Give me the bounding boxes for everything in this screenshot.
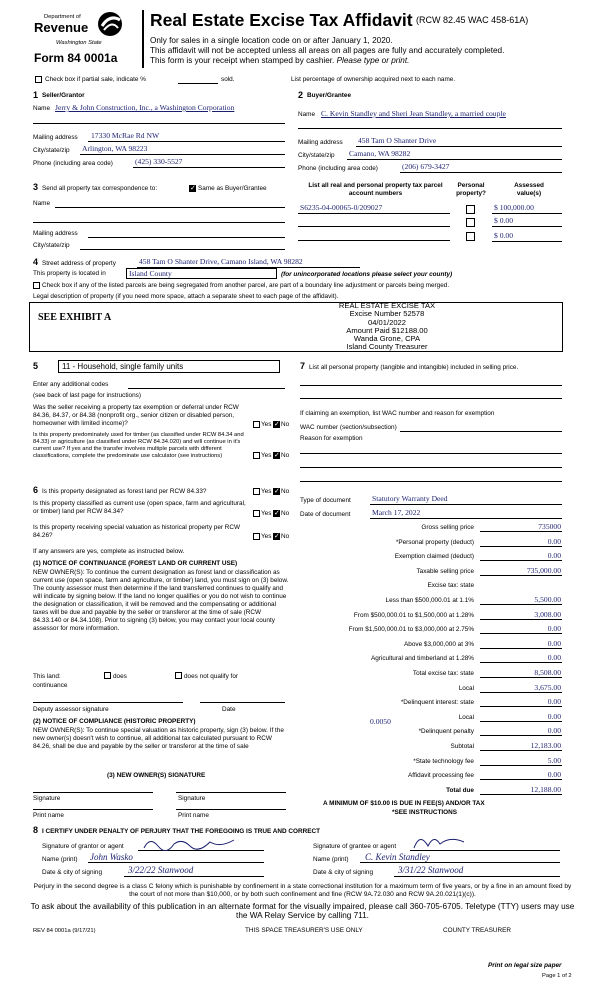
stamp-line: Excise Number 52578 (349, 309, 425, 319)
local-rate[interactable]: 0.0050 (370, 717, 391, 726)
legal-size-note: Print on legal size paper (488, 962, 562, 969)
section-1-number: 1 (33, 90, 39, 100)
land-use-code: 11 - Household, single family units (62, 362, 184, 371)
owner-print-label-1: Print name (33, 812, 64, 819)
tax-row-value[interactable]: 0.00 (547, 653, 561, 663)
legal-desc-label: Legal description of property (if you need more space, attach a separate sheet to each page of the affidavit). (33, 293, 339, 300)
tax-row-value[interactable]: 735000 (538, 522, 561, 531)
land-use-code-select[interactable] (58, 360, 280, 373)
stamp-line: REAL ESTATE EXCISE TAX (338, 301, 436, 310)
located-label: This property is located in (33, 270, 106, 277)
tax-row-line (480, 531, 562, 532)
tax-row-value[interactable]: 8,508.00 (534, 668, 561, 677)
seller-name-label: Name (33, 105, 51, 112)
forest-yes-label: Yes (261, 488, 272, 495)
tax-row-value[interactable]: 12,183.00 (530, 741, 561, 750)
tax-row-value[interactable]: 0.00 (547, 536, 561, 546)
grantor-sig-label: Signature of grantor or agent (42, 843, 124, 850)
buyer-name[interactable]: C. Kevin Standley and Sheri Jean Standley, a married couple (321, 109, 506, 118)
revenue-swirl-icon (94, 10, 126, 38)
minimum-due-note: A MINIMUM OF $10.00 IS DUE IN FEE(S) AND/OR TAX (323, 800, 485, 807)
this-land-label: This land: (33, 673, 61, 680)
page-number: Page 1 of 2 (542, 973, 572, 979)
tax-row-line (480, 604, 562, 605)
tax-row-line (480, 662, 562, 663)
section-7-number: 7 (300, 361, 306, 371)
q2-yes-label: Yes (261, 452, 272, 459)
does-label: does (113, 673, 127, 680)
revision-label: REV 84 0001a (9/17/21) (33, 928, 96, 934)
tax-row-label: Above $3,000,000 at 3% (404, 640, 474, 648)
wac-label: WAC number (section/subsection) (300, 424, 397, 431)
section-6-number: 6 (33, 485, 39, 495)
tax-row-label: Less than $500,000.01 at 1.1% (385, 597, 474, 604)
tax-row-label: *Personal property (deduct) (395, 538, 474, 546)
tax-row-line (480, 750, 562, 751)
current-use-no-label: No (281, 510, 290, 517)
seller-heading: Seller/Grantor (42, 92, 85, 99)
forest-no-label: No (281, 488, 290, 495)
forest-no-checkbox[interactable]: ✓ (274, 488, 280, 495)
doc-date[interactable]: March 17, 2022 (372, 508, 421, 517)
does-not-label: does not qualify for (184, 673, 238, 680)
current-use-yes-label: Yes (261, 510, 272, 517)
tax-row-label: Local (458, 684, 474, 692)
current-use-yes-checkbox[interactable] (253, 510, 260, 517)
page-title: Real Estate Excise Tax Affidavit (150, 10, 413, 30)
historic-no-checkbox[interactable]: ✓ (274, 533, 280, 540)
current-use-question: Is this property classified as current use (open space, farm and agricultural, or timber) land per RCW 84.34? (33, 500, 246, 515)
grantor-signature (140, 834, 240, 852)
notice-compliance-text: NEW OWNER(S): To continue special valuation as historic property, sign (3) below. If the new owner(s) doesn't wish to continue, all additional tax calculated pursuant to RCW 84.26, shall be due and payable by the seller or transferor at the time of sale (33, 727, 284, 750)
tax-row-line (480, 735, 562, 736)
tax-row-line (480, 546, 562, 547)
owner-sig-label-2: Signature (178, 795, 206, 802)
tax-row-label: From $500,000.01 to $1,500,000 at 1.28% (353, 611, 474, 619)
tax-row-line (480, 575, 562, 576)
owner-print-label-2: Print name (178, 812, 209, 819)
tax-row-label: Exemption claimed (deduct) (394, 553, 474, 561)
tax-row-value[interactable]: 0.00 (547, 770, 561, 780)
tax-row-value[interactable]: 0.00 (547, 624, 561, 634)
tax-row-label: Local (458, 713, 474, 721)
tax-row-value[interactable]: 735,000.00 (526, 565, 561, 575)
q1-yes-label: Yes (261, 421, 272, 428)
corr-city-label: City/state/zip (33, 242, 70, 249)
tax-row-line (480, 779, 562, 780)
grantor-date-label: Date & city of signing (42, 869, 103, 876)
tax-row-label: Total due (446, 786, 474, 794)
street-address-label: Street address of property (42, 260, 116, 267)
county-value: Island County (129, 269, 172, 278)
tax-row-line (480, 721, 562, 722)
current-use-no-checkbox[interactable]: ✓ (274, 510, 280, 517)
grantor-date-city[interactable]: 3/22/22 Stanwood (128, 865, 194, 875)
historic-no-label: No (281, 533, 290, 540)
county-select[interactable] (126, 268, 277, 279)
tax-row-line (480, 560, 562, 561)
stamp-line: 04/01/2022 (367, 317, 406, 327)
grantee-sig-label: Signature of grantee or agent (313, 843, 397, 850)
new-owner-sig-title: (3) NEW OWNER(S) SIGNATURE (107, 772, 206, 779)
treasurer-stamp (328, 302, 446, 352)
buyer-city-label: City/state/zip (298, 152, 335, 159)
tax-row-value[interactable]: 3,675.00 (534, 682, 561, 692)
historic-yes-label: Yes (261, 533, 272, 540)
tax-row-line (480, 633, 562, 634)
forest-land-question: Is this property designated as forest land per RCW 84.33? (42, 488, 207, 495)
grantee-name[interactable]: C. Kevin Standley (365, 852, 430, 862)
see-back-note: (see back of last page for instructions) (33, 392, 141, 399)
grantee-signature (410, 830, 470, 852)
county-note: (for unincorporated locations please select your county) (281, 271, 453, 278)
tax-row-line (480, 692, 562, 693)
seller-name[interactable]: Jerry & John Construction, Inc., a Washington Corporation (55, 103, 235, 112)
buyer-phone[interactable]: (206) 679-3427 (402, 162, 450, 171)
certify-statement: I CERTIFY UNDER PENALTY OF PERJURY THAT THE FOREGOING IS TRUE AND CORRECT (42, 828, 321, 835)
seller-address[interactable]: 17330 McRae Rd NW (91, 131, 160, 140)
exemption-label: If claiming an exemption, list WAC number and reason for exemption (300, 410, 495, 417)
personal-col-header: Personal property? (456, 182, 486, 197)
seller-city[interactable]: Arlington, WA 98223 (82, 144, 148, 153)
corr-addr-label: Mailing address (33, 230, 78, 237)
personal-checkbox-2[interactable] (466, 218, 475, 227)
segregation-label: Check box if any of the listed parcels are being segregated from another parcel, are part of a boundary line adjustment or parcels being merged. (42, 282, 450, 289)
legal-description-box[interactable] (29, 302, 563, 352)
q2-no-label: No (281, 452, 290, 459)
notice-continuance-text: NEW OWNER(S): To continue the current designation as forest land or classification as current use (open space, farm and agriculture, or timber) land, you must sign on (3) below. The county assessor must then determine if the land transferred continues to qualify and will indicate by signing below. If the land no longer qualifies or you do not wish to continue the designation or classification, it will be removed and the compensating or additional taxes will be due and payable by the seller or transferor at the time of sale (RCW 84.33.140 or 84.34.108). Prior to signing (3) below, you may contact your local county assessor for more information. (33, 569, 289, 632)
historic-yes-checkbox[interactable] (253, 533, 260, 540)
doc-type-label: Type of document (300, 497, 351, 504)
q2-no-checkbox[interactable]: ✓ (274, 452, 280, 459)
grantor-name-label: Name (print) (42, 856, 78, 863)
seller-phone-label: Phone (including area code) (33, 160, 113, 167)
tax-row-label: Excise tax: state (427, 582, 474, 590)
tax-row-value[interactable]: 0.00 (547, 551, 561, 561)
notice-continuance-title: (1) NOTICE OF CONTINUANCE (FOREST LAND OR CURRENT USE) (33, 560, 238, 567)
does-not-checkbox[interactable] (175, 672, 182, 679)
tax-row-label: Affidavit processing fee (408, 772, 474, 780)
section-2-number: 2 (298, 90, 304, 100)
stamp-line: Wanda Grone, CPA (353, 334, 421, 344)
continuance-label: continuance (33, 682, 68, 689)
tax-row-label: *Delinquent penalty (418, 728, 474, 736)
rcw-ref: (RCW 82.45 WAC 458-61A) (416, 15, 529, 25)
same-as-buyer-label: Same as Buyer/Grantee (198, 185, 267, 192)
assessed-2[interactable]: $ 0.00 (494, 216, 513, 225)
tax-row-line (480, 619, 562, 620)
assessed-1[interactable]: $ 100,000.00 (494, 203, 534, 212)
tax-row-label: Agricultural and timberland at 1.28% (370, 655, 474, 663)
seller-phone[interactable]: (425) 330-5527 (135, 157, 183, 166)
parcel-col-header: List all real and personal property tax parcel account numbers (308, 182, 443, 197)
same-as-buyer-checkbox[interactable]: ✓ (190, 185, 196, 192)
stamp-line: Island County Treasurer (346, 342, 428, 352)
does-checkbox[interactable] (104, 672, 111, 679)
street-address[interactable]: 458 Tam O Shanter Drive, Camano Island, WA 98282 (139, 257, 303, 266)
buyer-heading: Buyer/Grantee (307, 92, 352, 99)
deputy-sig-label: Deputy assessor signature (33, 706, 109, 713)
tax-row-value[interactable]: 0.00 (547, 638, 561, 648)
tax-row-value[interactable]: 0.00 (547, 697, 561, 707)
ownership-note: List percentage of ownership acquired next to each name. (291, 76, 456, 83)
county-treasurer-label: COUNTY TREASURER (443, 927, 511, 934)
forest-yes-checkbox[interactable] (253, 488, 260, 495)
form-number: Form 84 0001a (34, 51, 118, 65)
tax-row-line (480, 765, 562, 766)
assessed-col-header: Assessed value(s) (514, 182, 544, 197)
exemption-question: Was the seller receiving a property tax exemption or deferral under RCW 84.36, 84.37, or 84.38 (nonprofit org., senior citizen or disabled person, homeowner with limited income)? (33, 404, 239, 427)
section-4-number: 4 (33, 257, 39, 267)
correspondence-label: Send all property tax correspondence to: (42, 185, 158, 192)
grantee-name-label: Name (print) (313, 856, 349, 863)
grantee-date-city[interactable]: 3/31/22 Stanwood (398, 865, 464, 875)
q1-no-label: No (281, 421, 290, 428)
section-8-number: 8 (33, 825, 39, 835)
timber-question: Is this property predominately used for timber (as classified under RCW 84.34 and 84.33) or agriculture (as classified under RCW 84.34.020) and will continue in it's current use? If yes and the transfer involves multiple parcels with different classifications, complete the predominate use calculator (see instructions) (33, 432, 244, 459)
tax-row-value[interactable]: 0.00 (547, 726, 561, 736)
tax-row-label: From $1,500,000.01 to $3,000,000 at 2.75% (348, 626, 474, 634)
perjury-notice: Perjury in the second degree is a class C felony which is punishable by confinement in a state correctional institution for a maximum term of five years, or by a fine in an amount fixed by the court of not more than $10,000, or by both such confinement and fine (RCW 9A.72.030 and RCW 9A.20.021(1)(c)). (33, 883, 572, 898)
assessed-3[interactable]: $ 0.00 (494, 231, 513, 240)
tax-row-label: Taxable selling price (416, 567, 474, 575)
section-5-number: 5 (33, 361, 39, 371)
alt-format-notice: To ask about the availability of this publication in an alternate format for the visually impaired, please call 360-705-6705. Teletype (TTY) users may use the WA Relay Service by calling 711. (30, 902, 575, 920)
deputy-date-label: Date (222, 706, 236, 713)
buyer-address[interactable]: 458 Tam O Shanter Drive (358, 136, 437, 145)
notice-compliance-title: (2) NOTICE OF COMPLIANCE (HISTORIC PROPERTY) (33, 718, 196, 725)
treasurer-use-label: THIS SPACE TREASURER'S USE ONLY (245, 927, 363, 934)
q2-yes-checkbox[interactable] (253, 452, 260, 459)
tax-row-line (480, 648, 562, 649)
note-3: This form is your receipt when stamped by cashier. Please type or print. (150, 56, 410, 65)
personal-property-label: List all personal property (tangible and intangible) included in selling price. (309, 364, 519, 371)
segregation-checkbox[interactable] (33, 282, 40, 289)
tax-row-value[interactable]: 0.00 (547, 711, 561, 721)
tax-row-label: *Delinquent interest: state (400, 699, 474, 707)
note-1: Only for sales in a single location code on or after January 1, 2020. (150, 36, 393, 45)
state-label: Washington State (56, 40, 102, 46)
partial-sale-label: Check box if partial sale, indicate % (45, 76, 146, 83)
tax-row-value[interactable]: 5.00 (547, 755, 561, 765)
tax-row-line (480, 794, 562, 795)
personal-checkbox-1[interactable] (466, 205, 475, 214)
seller-addr-label: Mailing address (33, 134, 78, 141)
seller-city-label: City/state/zip (33, 147, 70, 154)
if-yes-note: If any answers are yes, complete as instructed below. (33, 548, 185, 555)
q1-yes-checkbox[interactable] (253, 421, 260, 428)
owner-sig-label-1: Signature (33, 795, 61, 802)
reason-label: Reason for exemption (300, 435, 363, 442)
see-instructions-note: *SEE INSTRUCTIONS (392, 809, 457, 816)
personal-checkbox-3[interactable] (466, 232, 475, 241)
tax-row-line (480, 677, 562, 678)
dept-label: Department of (44, 14, 81, 20)
additional-codes-label: Enter any additional codes (33, 381, 109, 388)
doc-type[interactable]: Statutory Warranty Deed (372, 494, 448, 503)
header-divider (142, 10, 144, 68)
tax-row-label: Subtotal (450, 743, 474, 750)
historic-question: Is this property receiving special valuation as historical property per RCW 84.26? (33, 524, 241, 539)
tax-row-value[interactable]: 5,500.00 (534, 595, 561, 604)
q1-no-checkbox[interactable]: ✓ (274, 421, 280, 428)
tax-row-value[interactable]: 12,188.00 (530, 784, 561, 794)
buyer-addr-label: Mailing address (298, 139, 343, 146)
note-2: This affidavit will not be accepted unless all areas on all pages are fully and accurately completed. (150, 46, 505, 55)
section-3-number: 3 (33, 182, 39, 192)
parcel-1[interactable]: S6235-04-00065-0/209027 (300, 203, 383, 212)
tax-row-label: Total excise tax: state (412, 670, 474, 677)
tax-row-label: Gross selling price (421, 524, 474, 531)
grantee-date-label: Date & city of signing (313, 869, 374, 876)
doc-date-label: Date of document (300, 511, 351, 518)
partial-sold-label: sold. (221, 76, 235, 83)
corr-name-label: Name (33, 200, 51, 207)
buyer-name-label: Name (298, 111, 316, 118)
exhibit-text: SEE EXHIBIT A (38, 312, 112, 323)
buyer-phone-label: Phone (including area code) (298, 165, 378, 172)
tax-row-label: *State technology fee (413, 757, 474, 765)
partial-sale-checkbox[interactable] (35, 76, 42, 83)
stamp-line: Amount Paid $12188.00 (346, 325, 428, 335)
tax-row-line (480, 706, 562, 707)
revenue-label: Revenue (34, 20, 89, 35)
grantor-name[interactable]: John Wasko (90, 852, 133, 862)
tax-row-value[interactable]: 3,008.00 (534, 609, 561, 619)
buyer-city[interactable]: Camano, WA 98282 (349, 149, 411, 158)
